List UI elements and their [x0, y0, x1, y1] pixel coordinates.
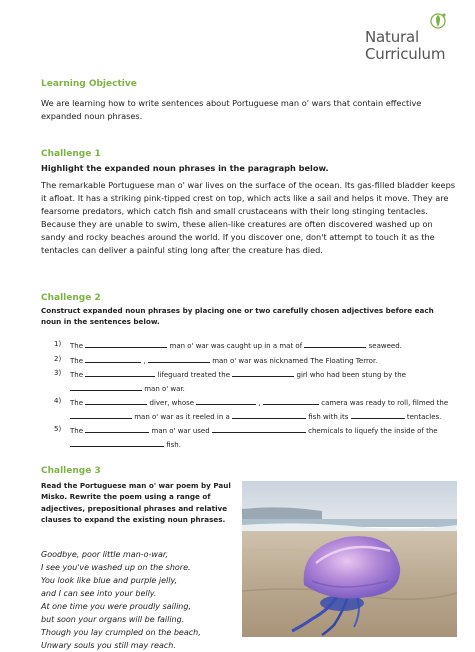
challenge-1-heading: Challenge 1 [41, 149, 101, 159]
answer-blank[interactable] [85, 396, 147, 405]
poem-line: Though you lay crumpled on the beach, [41, 628, 201, 637]
challenge-2-instruction: Construct expanded noun phrases by placing one or two carefully chosen adjectives before each noun in the sentences below. [41, 306, 434, 326]
natural-curriculum-logo [365, 12, 465, 64]
poem-line: and I can see into your belly. [41, 589, 157, 598]
poem-line: At one time you were proudly sailing, [41, 602, 191, 611]
challenge-3-instruction: Read the Portuguese man o' war poem by Paul Misko. Rewrite the poem using a range of adjectives, prepositional phrases and relative clauses to expand the existing noun phrases. [41, 481, 231, 524]
logo-line-1: Natural [365, 28, 419, 46]
answer-blank[interactable] [351, 410, 405, 419]
answer-blank[interactable] [196, 396, 256, 405]
answer-blank[interactable] [85, 354, 141, 363]
list-item: 3) The lifeguard treated the girl who had been stung by the man o' war. [54, 369, 406, 393]
poem-line: Unwary souls you still may reach. [41, 641, 176, 650]
answer-blank[interactable] [148, 354, 210, 363]
poem-line: Goodbye, poor little man-o-war, [41, 550, 168, 559]
answer-blank[interactable] [263, 396, 319, 405]
answer-blank[interactable] [70, 410, 132, 419]
answer-blank[interactable] [304, 339, 366, 348]
challenge-2-sentence-list [54, 339, 462, 452]
answer-blank[interactable] [85, 339, 167, 348]
challenge-3-heading: Challenge 3 [41, 466, 101, 476]
answer-blank[interactable] [70, 382, 142, 391]
poem-line: I see you've washed up on the shore. [41, 563, 191, 572]
answer-blank[interactable] [232, 368, 294, 377]
list-item: 1) The man o' war was caught up in a mat of seaweed. [54, 340, 402, 350]
poem-line: You look like blue and purple jelly, [41, 576, 178, 585]
answer-blank[interactable] [212, 424, 306, 433]
man-o-war-photo [242, 481, 457, 637]
answer-blank[interactable] [85, 368, 155, 377]
answer-blank[interactable] [85, 424, 149, 433]
list-item: 4) The diver, whose , camera was ready to roll, filmed the man o' war as it reeled in a fish with its tentacles. [54, 397, 449, 421]
learning-objective-heading: Learning Objective [41, 79, 137, 89]
answer-blank[interactable] [70, 438, 164, 447]
list-item: 5) The man o' war used chemicals to liquefy the inside of the fish. [54, 425, 438, 449]
poem-line: but soon your organs will be failing. [41, 615, 185, 624]
list-item: 2) The , man o' war was nicknamed The Floating Terror. [54, 354, 378, 365]
poem [41, 548, 241, 652]
challenge-2-heading: Challenge 2 [41, 293, 101, 303]
logo-line-2: Curriculum [365, 45, 446, 63]
learning-objective-text: We are learning how to write sentences about Portuguese man o' wars that contain effective expanded noun phrases. [41, 98, 422, 121]
challenge-1-instruction: Highlight the expanded noun phrases in the paragraph below. [41, 163, 329, 173]
challenge-1-paragraph: The remarkable Portuguese man o' war lives on the surface of the ocean. Its gas-filled bladder keeps it afloat. It has a striking pink-tipped crest on top, which acts like a sail and helps it move. They are fearsome predators, which catch fish and small crustaceans with their long stinging tentacles. Because they are unable to swim, these alien-like creatures are often discovered washed up on sandy and rocky beaches around the world. If you discover one, don't attempt to touch it as the tentacles can deliver a painful sting long after the creature has died. [41, 180, 456, 255]
answer-blank[interactable] [232, 410, 306, 419]
